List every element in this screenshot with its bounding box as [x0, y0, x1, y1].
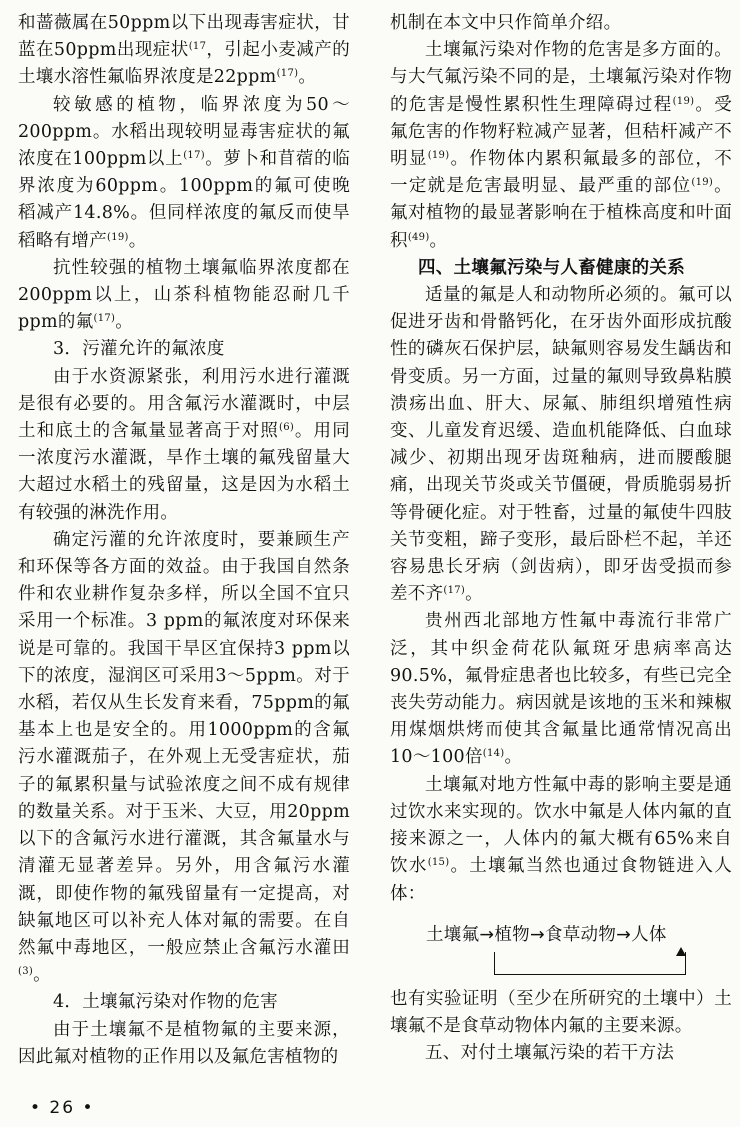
section-heading: 4．土壤氟污染对作物的危害 — [53, 992, 279, 1013]
chain-node-herbivore: 食草动物 — [544, 924, 617, 945]
paragraph: 土壤氟对地方性氟中毒的影响主要是通过饮水来实现的。饮水中氟是人体内氟的直接来源之一，人体内的氟大概有65%来自饮水$^{(15)}$。土壤氟当然也通过食物链进入人体： — [390, 774, 732, 904]
paragraph: 较敏感的植物，临界浓度为50～200ppm。水稻出现较明显毒害症状的氟浓度在100ppm以上$^{(17)}$。萝卜和苜蓿的临界浓度为60ppm。100ppm的氟可使晚稻减产14.8%。但同样浓度的氟反而使旱稻略有增产$^{(19)}$。 — [18, 94, 350, 251]
paragraph: 由于水资源紧张，利用污水进行灌溉是很有必要的。用含氟污水灌溉时，中层土和底土的含氟量显著高于对照$^{(6)}$。用同一浓度污水灌溉，旱作土壤的氟残留量大大超过水稻土的残留量，这是因为水稻土有较强的淋洗作用。 — [18, 366, 351, 523]
section-heading: 五、对付土壤氟污染的若干方法 — [425, 1043, 675, 1064]
food-chain-row — [426, 922, 667, 949]
paragraph: 土壤氟污染对作物的危害是多方面的。与大气氟污染不同的是，土壤氟污染对作物的危害是慢性累积性生理障碍过程$^{(19)}$。受氟危害的作物籽粒减产显著，但秸杆减产不明显$^{(19)}$。作物体内累积氟最多的部位，不一定就是危害最明显、最严重的部位$^{(19)}$。氟对植物的最显著影响在于植株高度和叶面积$^{(49)}$。 — [390, 40, 732, 251]
left-column — [18, 10, 350, 1071]
paragraph: 确定污灌的允许浓度时，要兼顾生产和环保等各方面的效益。由于我国自然条件和农业耕作复杂多样，所以全国不宜只采用一个标准。3 ppm的氟浓度对环保来说是可靠的。我国干旱区宜保持3 ppm以下的浓度，湿润区可采用3～5ppm。对于水稻，若仅从生长发育来看，75ppm的氟基本上也是安全的。用1000ppm的含氟污水灌溉茄子，在外观上无受害症状，茄子的氟累积量与试验浓度之间不成有规律的数量关系。对于玉米、大豆，用20ppm以下的含氟污水进行灌溉，其含氟量水与清灌无显著差异。另外，用含氟污水灌溉，即使作物的氟残留量有一定提高，对缺氟地区可以补充人体对氟的需要。在自然氟中毒地区，一般应禁止含氟污水灌田$^{(3)}$。 — [18, 529, 350, 986]
paragraph: 和蔷薇属在50ppm以下出现毒害症状，甘蓝在50ppm出现症状$^{(17}$，引起小麦减产的土壤水溶性氟临界浓度是22ppm$^{(17)}$。 — [18, 13, 350, 88]
bypass-connector — [494, 952, 686, 975]
chain-node-soil-fluorine: 土壤氟 — [426, 924, 480, 945]
arrow-up-icon — [676, 947, 686, 956]
paragraph: 适量的氟是人和动物所必须的。氟可以促进牙齿和骨骼钙化，在牙齿外面形成抗酸性的磷灰石保护层，缺氟则容易发生龋齿和骨变质。另一方面，过量的氟则导致鼻粘膜溃疡出血、肝大、尿氟、肺组织增殖性病变、儿童发育迟缓、造血机能降低、白血球减少、初期出现牙齿斑釉病，进而腰酸腿痛，出现关节炎或关节僵硬，骨质脆弱易折等骨硬化症。对于牲畜，过量的氟使牛四肢关节变粗，蹄子变形，最后卧栏不起，羊还容易患长牙病（剑齿病），即牙齿受损而参差不齐$^{(17)}$。 — [390, 285, 732, 605]
paragraph: 机制在本文中只作简单介绍。 — [390, 13, 622, 33]
section-heading: 3．污灌允许的氟浓度 — [53, 339, 225, 360]
page-number: • 26 • — [30, 1098, 95, 1118]
chain-node-human: 人体 — [631, 924, 667, 945]
right-column — [390, 10, 732, 1067]
section-heading: 四、土壤氟污染与人畜健康的关系 — [418, 257, 685, 278]
arrow-right-icon: → — [616, 924, 632, 945]
food-chain-diagram — [390, 922, 732, 980]
paragraph: 贵州西北部地方性氟中毒流行非常广泛，其中织金荷花队氟斑牙患病率高达90.5%，氟骨症患者也比较多，有些已完全丧失劳动能力。病因就是该地的玉米和辣椒用煤烟烘烤而使其含氟量比通常情况高出10～100倍$^{(14)}$。 — [390, 611, 732, 768]
chain-node-plant: 植物 — [494, 924, 530, 945]
arrow-right-icon: → — [529, 924, 545, 945]
paragraph: 由于土壤氟不是植物氟的主要来源，因此氟对植物的正作用以及氟危害植物的 — [18, 1019, 350, 1067]
paragraph: 抗性较强的植物土壤氟临界浓度都在200ppm以上，山茶科植物能忍耐几千ppm的氟$^{(17)}$。 — [18, 257, 350, 333]
arrow-right-icon: → — [479, 924, 495, 945]
paragraph: 也有实验证明（至少在所研究的土壤中）土壤氟不是食草动物体内氟的主要来源。 — [390, 988, 732, 1036]
